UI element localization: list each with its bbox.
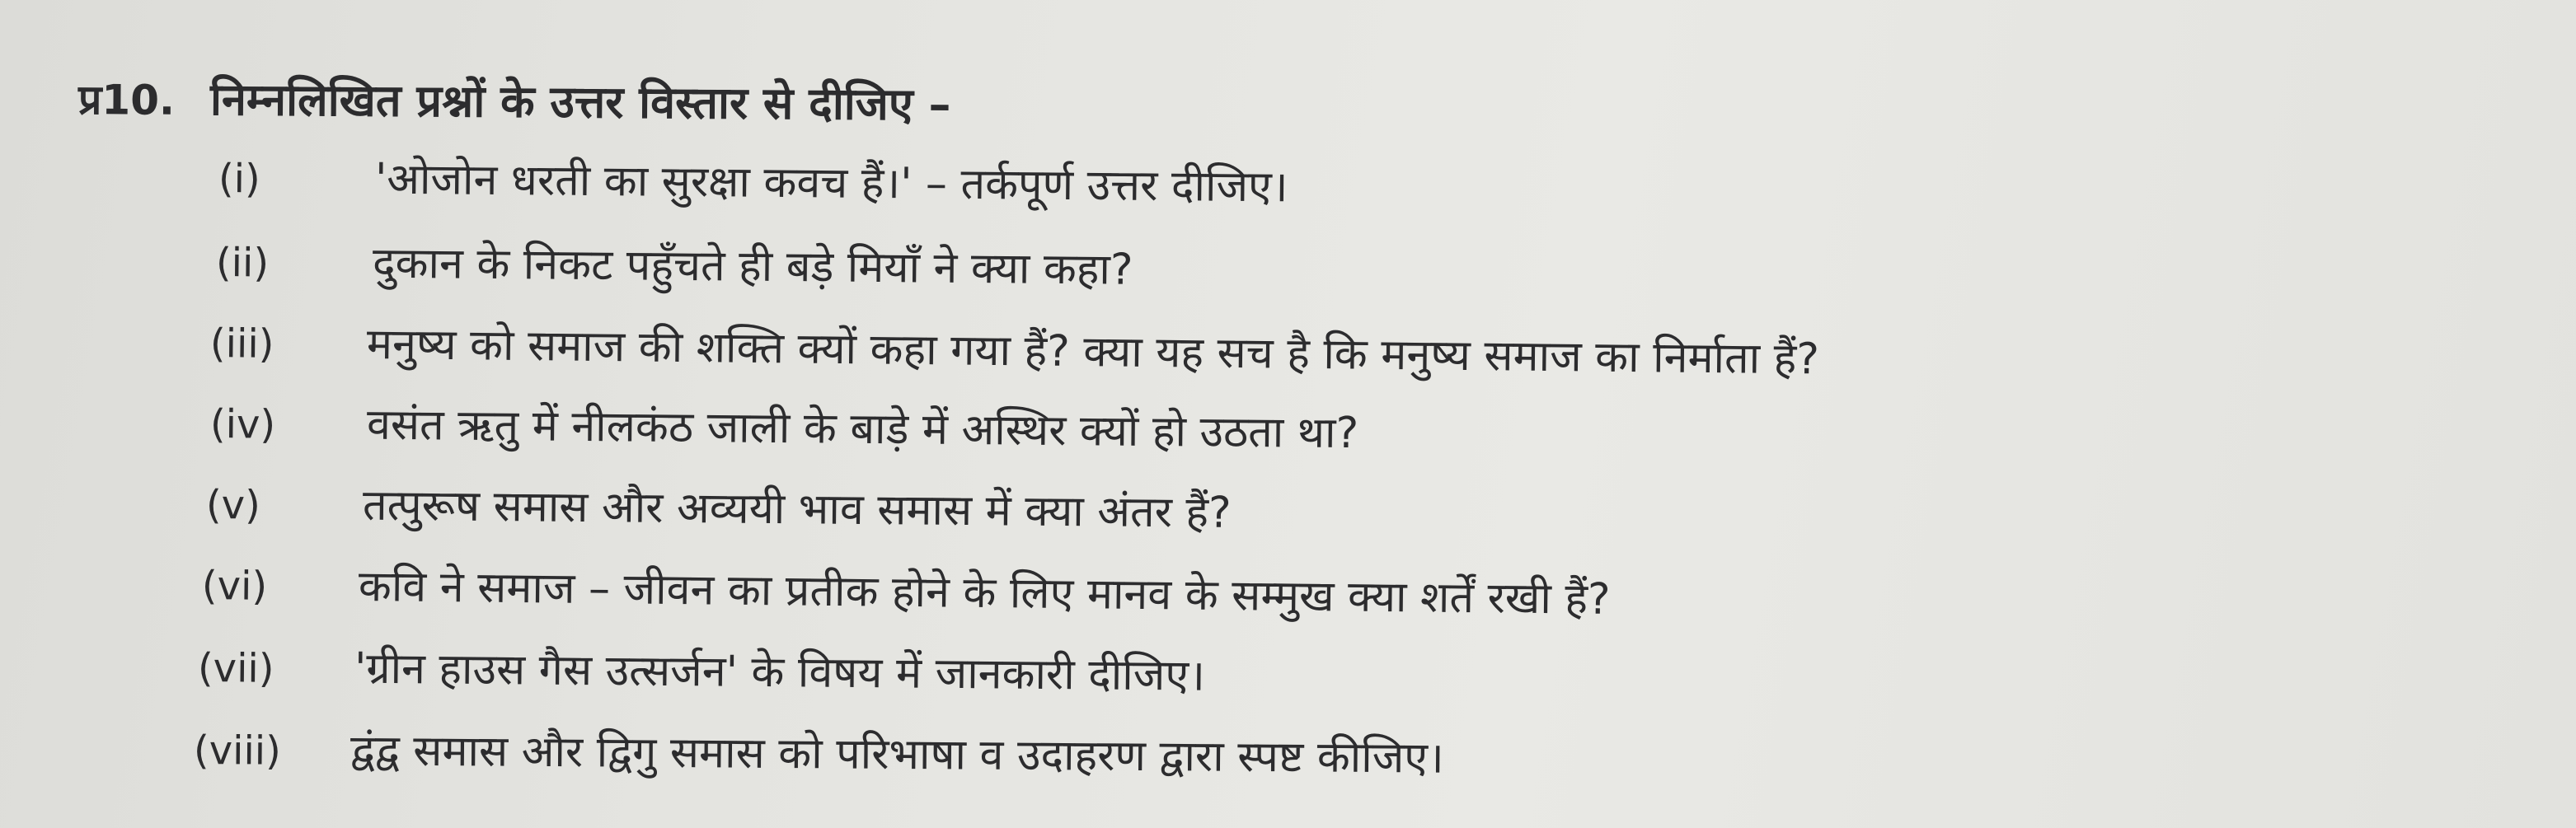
item-text: 'ओजोन धरती का सुरक्षा कवच हैं।' – तर्कपूर्ण उत्तर दीजिए। bbox=[374, 154, 1288, 213]
item-marker: (viii) bbox=[193, 727, 282, 774]
item-text: दुकान के निकट पहुँचते ही बड़े मियाँ ने क्या कहा? bbox=[372, 238, 1133, 295]
list-item bbox=[198, 636, 1205, 704]
item-marker: (iv) bbox=[209, 401, 276, 448]
item-marker: (vi) bbox=[201, 563, 268, 610]
item-marker: (iii) bbox=[209, 320, 274, 367]
item-text: वसंत ऋतु में नीलकंठ जाली के बाड़े में अस्थिर क्यों हो उठता था? bbox=[366, 400, 1359, 459]
list-item bbox=[210, 392, 1359, 461]
question-heading bbox=[78, 66, 951, 133]
item-marker: (ii) bbox=[215, 240, 270, 287]
list-item bbox=[216, 231, 1133, 297]
item-text: 'ग्रीन हाउस गैस उत्सर्जन' के विषय में जानकारी दीजिए। bbox=[354, 643, 1206, 701]
question-number: प्र10. bbox=[77, 76, 176, 124]
question-title: निम्नलिखित प्रश्नों के उत्तर विस्तार से दीजिए – bbox=[209, 73, 951, 131]
item-text: द्वंद्व समास और द्विगु समास को परिभाषा व उदाहरण द्वारा स्पष्ट कीजिए। bbox=[350, 726, 1444, 784]
item-text: तत्पुरूष समास और अव्ययी भाव समास में क्या अंतर हैं? bbox=[362, 480, 1232, 538]
item-marker: (i) bbox=[218, 156, 261, 203]
item-text: मनुष्य को समाज की शक्ति क्यों कहा गया हैं? क्या यह सच है कि मनुष्य समाज का निर्माता हैं? bbox=[366, 319, 1820, 385]
list-item bbox=[194, 718, 1444, 786]
item-text: कवि ने समाज – जीवन का प्रतीक होने के लिए मानव के सम्मुख क्या शर्तें रखी हैं? bbox=[358, 561, 1611, 625]
list-item bbox=[202, 554, 1611, 627]
list-item bbox=[210, 311, 1820, 386]
item-marker: (vii) bbox=[197, 645, 274, 692]
item-marker: (v) bbox=[205, 482, 261, 529]
list-item bbox=[206, 473, 1232, 540]
list-item bbox=[218, 147, 1288, 214]
